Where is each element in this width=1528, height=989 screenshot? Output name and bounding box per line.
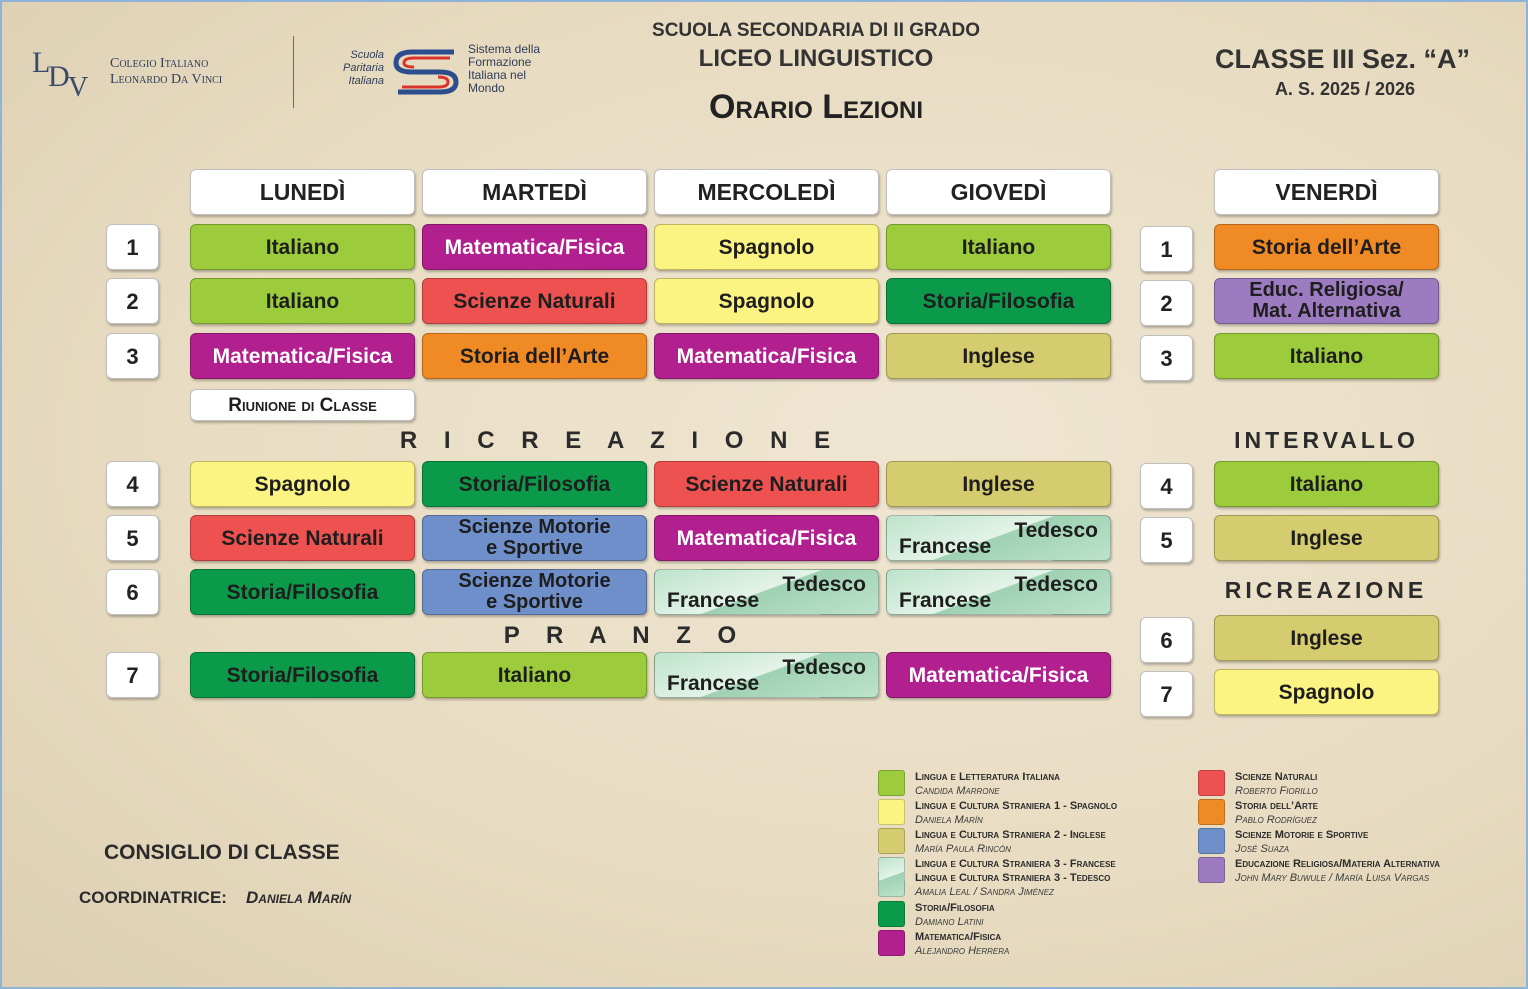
- legend-title: Scienze Motorie e Sportive: [1235, 829, 1369, 841]
- header-divider: [293, 36, 294, 108]
- sfim-line2: Formazione: [468, 55, 532, 69]
- lesson-cell: Scienze Naturali: [190, 515, 415, 561]
- split-label-tedesco: Tedesco: [1014, 519, 1098, 542]
- period-number-venerdi: 1: [1140, 226, 1193, 272]
- lesson-cell: Storia/Filosofia: [886, 278, 1111, 324]
- lesson-cell: Spagnolo: [190, 461, 415, 507]
- split-label-tedesco: Tedesco: [1014, 573, 1098, 596]
- college-name: [110, 56, 290, 88]
- period-number: 4: [106, 461, 159, 507]
- sfim-logo-icon: [390, 44, 462, 98]
- lesson-cell: Storia dell’Arte: [422, 333, 647, 379]
- coordinatrice-name: Daniela Marín: [246, 888, 352, 907]
- split-label-tedesco: Tedesco: [782, 573, 866, 596]
- legend-swatch: [878, 857, 905, 897]
- period-number-venerdi: 4: [1140, 463, 1193, 509]
- lesson-cell: Educ. Religiosa/ Mat. Alternativa: [1214, 278, 1439, 324]
- svg-text:V: V: [68, 72, 85, 100]
- period-number-venerdi: 7: [1140, 671, 1193, 717]
- split-label-francese: Francese: [899, 589, 992, 612]
- legend-title: Storia dell’Arte: [1235, 800, 1319, 812]
- legend-teacher: María Paula Rincón: [915, 843, 1011, 855]
- legend-teacher: Candida Marrone: [915, 785, 1000, 797]
- legend-swatch: [878, 930, 905, 956]
- legend-title-2: Lingua e Cultura Straniera 3 - Tedesco: [915, 872, 1111, 884]
- school-level: SCUOLA SECONDARIA DI II GRADO: [652, 20, 980, 41]
- lesson-cell: Storia dell’Arte: [1214, 224, 1439, 270]
- lesson-cell: Italiano: [422, 652, 647, 698]
- day-header-mer: MERCOLEDÌ: [654, 169, 879, 215]
- legend-swatch: [878, 770, 905, 796]
- legend-teacher: José Suaza: [1235, 843, 1290, 855]
- period-number-venerdi: 2: [1140, 280, 1193, 326]
- legend-swatch: [878, 828, 905, 854]
- legend-title: Matematica/Fisica: [915, 931, 1002, 943]
- intervallo-band: INTERVALLO: [1234, 427, 1419, 453]
- day-header-lun: LUNEDÌ: [190, 169, 415, 215]
- split-label-francese: Francese: [899, 535, 992, 558]
- day-header-gio: GIOVEDÌ: [886, 169, 1111, 215]
- day-header-ven: VENERDÌ: [1214, 169, 1439, 215]
- lesson-cell: Scienze Motorie e Sportive: [422, 515, 647, 561]
- day-header-mar: MARTEDÌ: [422, 169, 647, 215]
- lesson-cell: Scienze Naturali: [422, 278, 647, 324]
- period-number: 1: [106, 224, 159, 270]
- lesson-cell: Scienze Motorie e Sportive: [422, 569, 647, 615]
- lesson-cell: Matematica/Fisica: [422, 224, 647, 270]
- svg-text:L: L: [32, 46, 47, 79]
- scuola-paritaria: Scuola Paritaria Italiana: [343, 49, 384, 87]
- period-number: 5: [106, 515, 159, 561]
- lesson-cell: Storia/Filosofia: [422, 461, 647, 507]
- lesson-cell-lingua3: [886, 515, 1111, 561]
- legend-teacher: Amalia Leal / Sandra Jiménez: [915, 886, 1054, 898]
- lesson-cell: Italiano: [886, 224, 1111, 270]
- ldv-logo: [30, 42, 94, 98]
- lesson-cell: Spagnolo: [654, 278, 879, 324]
- sfim-text: [468, 43, 578, 95]
- pranzo-band: P R A N Z O: [503, 622, 747, 649]
- split-label-tedesco: Tedesco: [782, 656, 866, 679]
- lesson-cell: Italiano: [1214, 333, 1439, 379]
- lesson-cell-lingua3: [886, 569, 1111, 615]
- coordinatrice-label: COORDINATRICE:: [79, 888, 227, 907]
- period-number-venerdi: 3: [1140, 335, 1193, 381]
- lesson-cell: Spagnolo: [1214, 669, 1439, 715]
- sfim-line1: Sistema della: [468, 42, 541, 56]
- legend-swatch: [1198, 857, 1225, 883]
- legend-title: Educazione Religiosa/Materia Alternativa: [1235, 858, 1440, 870]
- split-label-francese: Francese: [667, 672, 760, 695]
- period-number: 6: [106, 569, 159, 615]
- lesson-cell: Spagnolo: [654, 224, 879, 270]
- lesson-cell: Scienze Naturali: [654, 461, 879, 507]
- sfim-line4: Mondo: [468, 81, 505, 95]
- ricreazione-band: R I C R E A Z I O N E: [399, 427, 841, 454]
- legend-title: Lingua e Letteratura Italiana: [915, 771, 1060, 783]
- legend-title: Lingua e Cultura Straniera 1 - Spagnolo: [915, 800, 1118, 812]
- legend-swatch: [1198, 799, 1225, 825]
- legend-swatch: [878, 799, 905, 825]
- legend-title: Lingua e Cultura Straniera 3 - Francese: [915, 858, 1116, 870]
- riunione-label: Riunione di Classe: [190, 389, 415, 421]
- lesson-cell: Matematica/Fisica: [654, 515, 879, 561]
- period-number: 2: [106, 278, 159, 324]
- lesson-cell: Matematica/Fisica: [190, 333, 415, 379]
- ricreazione-venerdi-band: RICREAZIONE: [1224, 577, 1428, 603]
- lesson-cell-lingua3: [654, 569, 879, 615]
- legend-teacher: John Mary Buwule / María Luisa Vargas: [1235, 872, 1430, 884]
- legend-swatch: [1198, 770, 1225, 796]
- period-number-venerdi: 6: [1140, 617, 1193, 663]
- lesson-cell: Inglese: [1214, 515, 1439, 561]
- lesson-cell: Italiano: [1214, 461, 1439, 507]
- class-label: CLASSE III Sez. “A”: [1214, 44, 1471, 74]
- lesson-cell: Storia/Filosofia: [190, 652, 415, 698]
- lesson-cell: Italiano: [190, 278, 415, 324]
- lesson-cell: Matematica/Fisica: [654, 333, 879, 379]
- period-number: 7: [106, 652, 159, 698]
- split-label-francese: Francese: [667, 589, 760, 612]
- legend-teacher: Pablo Rodríguez: [1235, 814, 1317, 826]
- svg-text:D: D: [48, 60, 66, 93]
- liceo-title: LICEO LINGUISTICO: [698, 45, 934, 72]
- legend-teacher: Damiano Latini: [915, 916, 984, 928]
- school-year: A. S. 2025 / 2026: [1274, 79, 1416, 99]
- legend-title: Scienze Naturali: [1235, 771, 1318, 783]
- legend-title: Storia/Filosofia: [915, 902, 995, 914]
- lesson-cell: Storia/Filosofia: [190, 569, 415, 615]
- period-number: 3: [106, 333, 159, 379]
- legend-swatch: [878, 901, 905, 927]
- lesson-cell: Inglese: [886, 461, 1111, 507]
- lesson-cell: Inglese: [886, 333, 1111, 379]
- legend-swatch: [1198, 828, 1225, 854]
- college-name-line2: Leonardo Da Vinci: [110, 72, 223, 87]
- college-name-line1: Colegio Italiano: [110, 56, 209, 71]
- page-title: Orario Lezioni: [709, 88, 923, 126]
- legend-teacher: Roberto Fiorillo: [1235, 785, 1318, 797]
- lesson-cell: Matematica/Fisica: [886, 652, 1111, 698]
- lesson-cell-lingua3: [654, 652, 879, 698]
- sfim-line3: Italiana nel: [468, 68, 527, 82]
- consiglio-title: CONSIGLIO DI CLASSE: [104, 841, 340, 864]
- lesson-cell: Italiano: [190, 224, 415, 270]
- lesson-cell: Inglese: [1214, 615, 1439, 661]
- period-number-venerdi: 5: [1140, 517, 1193, 563]
- legend-title: Lingua e Cultura Straniera 2 - Inglese: [915, 829, 1106, 841]
- legend-teacher: Alejandro Herrera: [915, 945, 1010, 957]
- legend-teacher: Daniela Marín: [915, 814, 983, 826]
